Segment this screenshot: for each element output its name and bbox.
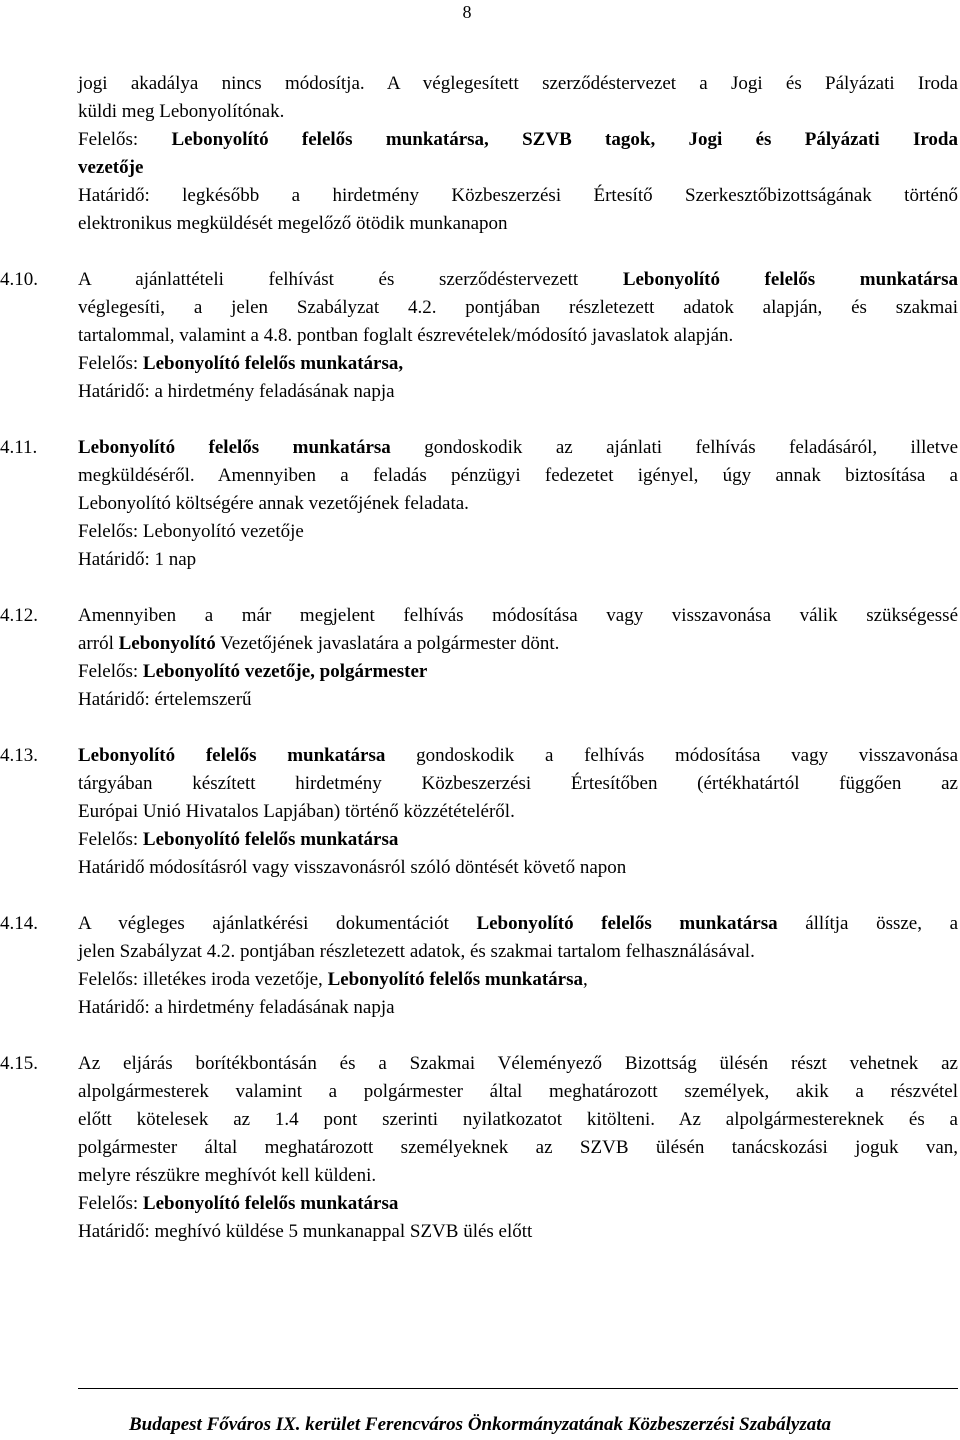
- bold-term: Lebonyolító felelős munkatársa: [622, 269, 958, 290]
- section-responsible: Felelős: Lebonyolító felelős munkatársa,: [78, 353, 404, 374]
- intro-paragraph: [78, 70, 958, 238]
- section-number: 4.13.: [0, 745, 38, 766]
- section-deadline: Határidő: meghívó küldése 5 munkanappal SZVB ülés előtt: [78, 1221, 533, 1242]
- section-4-14: [0, 910, 958, 1022]
- section-line: Lebonyolító költségére annak vezetőjének feladata.: [78, 493, 469, 514]
- section-line: Az eljárás borítékbontásán és a Szakmai Véleményező Bizottság ülésén részt vehetnek az: [78, 1053, 958, 1074]
- bold-term: Lebonyolító felelős munkatársa: [476, 913, 778, 934]
- intro-line-1: jogi akadálya nincs módosítja. A véglegesített szerződéstervezet a Jogi és Pályázati Iroda: [78, 73, 958, 94]
- section-line: polgármester által meghatározott személyeknek az SZVB ülésén tanácskozási joguk van,: [78, 1137, 958, 1158]
- responsible-name: Lebonyolító felelős munkatársa, SZVB tagok, Jogi és Pályázati Iroda: [171, 129, 959, 150]
- section-deadline: Határidő: értelemszerű: [78, 689, 252, 710]
- section-responsible: Felelős: illetékes iroda vezetője, Lebonyolító felelős munkatársa,: [78, 969, 588, 990]
- section-line: tartalommal, valamint a 4.8. pontban foglalt észrevételek/módosító javaslatok alapján.: [78, 325, 734, 346]
- section-deadline: Határidő módosításról vagy visszavonásról szóló döntését követő napon: [78, 857, 627, 878]
- section-line: Európai Unió Hivatalos Lapjában) történő közzétételéről.: [78, 801, 515, 822]
- section-line: arról Lebonyolító Vezetőjének javaslatára a polgármester dönt.: [78, 633, 560, 654]
- bold-term: Lebonyolító felelős munkatársa: [78, 745, 386, 766]
- section-4-12: [0, 602, 958, 714]
- section-responsible: Felelős: Lebonyolító felelős munkatársa: [78, 829, 399, 850]
- section-4-10: [0, 266, 958, 406]
- section-deadline: Határidő: a hirdetmény feladásának napja: [78, 381, 395, 402]
- section-responsible: Felelős: Lebonyolító vezetője, polgármester: [78, 661, 428, 682]
- page-footer: Budapest Főváros IX. kerület Ferencváros Önkormányzatának Közbeszerzési Szabályzata: [128, 1414, 831, 1435]
- intro-line-2: küldi meg Lebonyolítónak.: [78, 101, 285, 122]
- section-line: Lebonyolító felelős munkatársa gondoskodik a felhívás módosítása vagy visszavonása: [78, 745, 958, 766]
- bold-term: Lebonyolító: [118, 633, 216, 654]
- bold-term: Lebonyolító felelős munkatársa: [78, 437, 391, 458]
- responsible-label: Felelős:: [78, 129, 172, 150]
- section-number: 4.10.: [0, 269, 38, 290]
- section-responsible: Felelős: Lebonyolító vezetője: [78, 521, 304, 542]
- section-line: előtt kötelesek az 1.4 pont szerinti nyilatkozatot kitölteni. Az alpolgármestereknek és a: [78, 1109, 958, 1130]
- section-number: 4.11.: [0, 437, 38, 458]
- section-number: 4.14.: [0, 913, 38, 934]
- section-line: A ajánlattételi felhívást és szerződéstervezett Lebonyolító felelős munkatársa: [78, 269, 958, 290]
- section-responsible: Felelős: Lebonyolító felelős munkatársa: [78, 1193, 399, 1214]
- section-deadline: Határidő: 1 nap: [78, 549, 197, 570]
- section-line: megküldéséről. Amennyiben a feladás pénzügyi fedezetet igényel, úgy annak biztosítása a: [78, 465, 958, 486]
- section-line: melyre részükre meghívót kell küldeni.: [78, 1165, 377, 1186]
- section-4-11: [0, 434, 958, 574]
- intro-responsible: [78, 126, 958, 154]
- intro-deadline-1: Határidő: legkésőbb a hirdetmény Közbeszerzési Értesítő Szerkesztőbizottságának történő: [78, 185, 958, 206]
- section-line: tárgyában készített hirdetmény Közbeszerzési Értesítőben (értékhatártól függően az: [78, 773, 958, 794]
- section-number: 4.12.: [0, 605, 38, 626]
- section-line: Lebonyolító felelős munkatársa gondoskodik az ajánlati felhívás feladásáról, illetve: [78, 437, 958, 458]
- section-line: véglegesíti, a jelen Szabályzat 4.2. pontjában részletezett adatok alapján, és szakmai: [78, 297, 958, 318]
- section-line: jelen Szabályzat 4.2. pontjában részletezett adatok, és szakmai tartalom felhasználásával.: [78, 941, 755, 962]
- section-line: A végleges ajánlatkérési dokumentációt Lebonyolító felelős munkatársa állítja össze, a: [78, 913, 958, 934]
- section-number: 4.15.: [0, 1053, 38, 1074]
- page-number: 8: [462, 2, 472, 22]
- section-4-15: [0, 1050, 958, 1246]
- intro-deadline-2: elektronikus megküldését megelőző ötödik munkanapon: [78, 213, 508, 234]
- section-line: Amennyiben a már megjelent felhívás módosítása vagy visszavonása válik szükségessé: [78, 605, 958, 626]
- footer-divider: [78, 1388, 958, 1389]
- section-line: alpolgármesterek valamint a polgármester által meghatározott személyek, akik a részvétel: [78, 1081, 958, 1102]
- section-4-13: [0, 742, 958, 882]
- document-body: [0, 70, 959, 1246]
- section-deadline: Határidő: a hirdetmény feladásának napja: [78, 997, 395, 1018]
- intro-responsible-cont: vezetője: [78, 157, 144, 178]
